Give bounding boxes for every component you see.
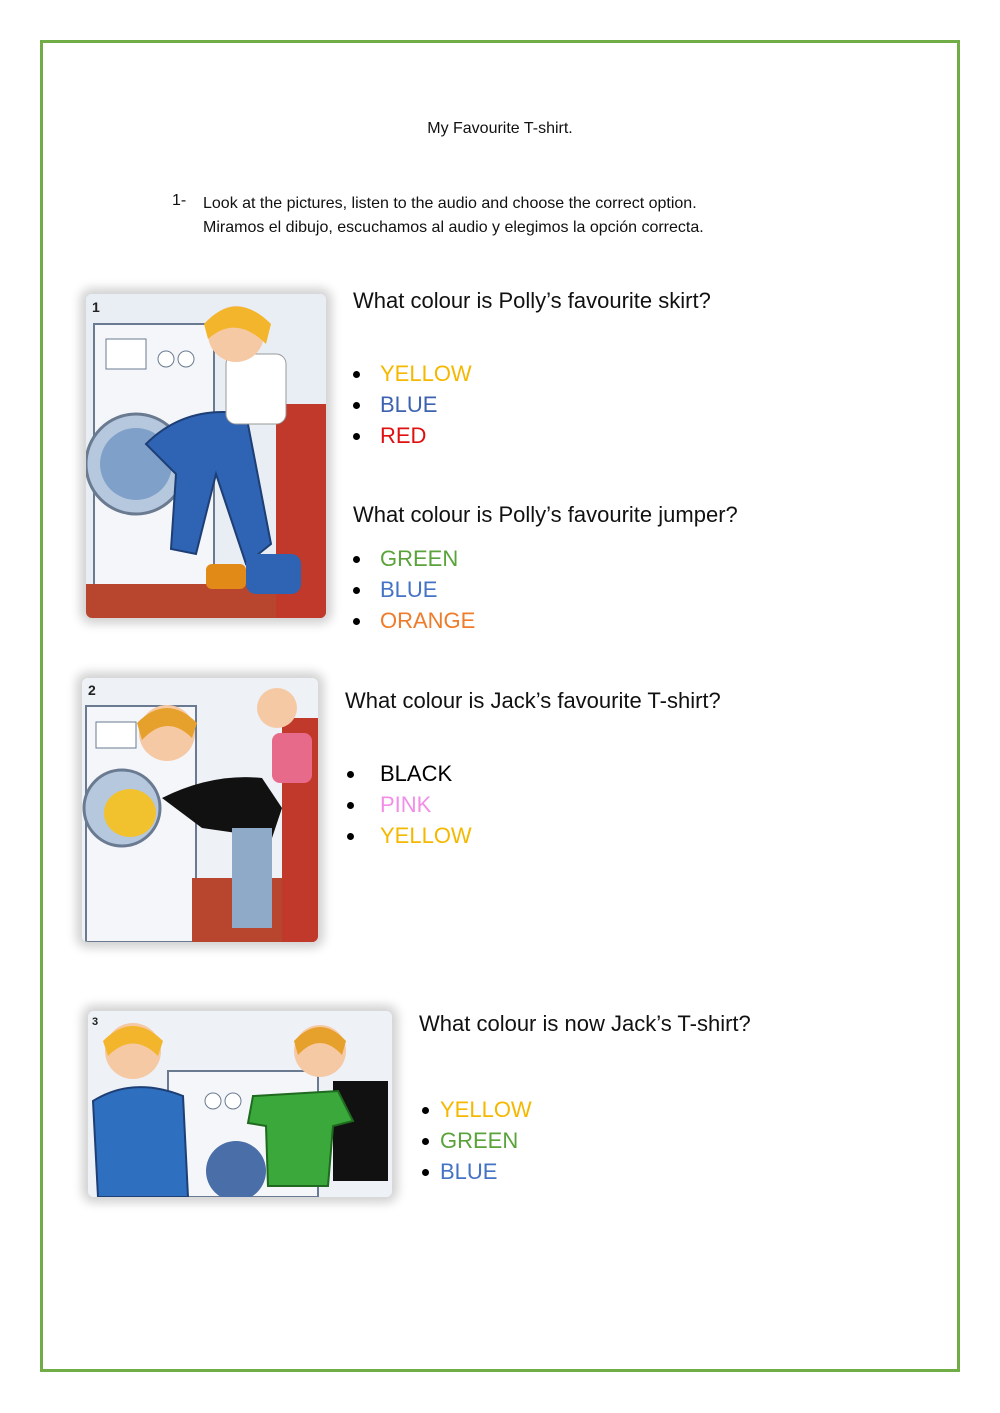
bullet-icon: [353, 587, 360, 594]
option-blue[interactable]: BLUE: [419, 1156, 532, 1187]
question-2: What colour is Polly’s favourite jumper?: [353, 502, 738, 527]
bullet-icon: [347, 771, 354, 778]
instruction-english: Look at the pictures, listen to the audio and choose the correct option.: [203, 195, 697, 212]
option-yellow[interactable]: YELLOW: [353, 358, 472, 389]
option-black[interactable]: BLACK: [345, 758, 472, 789]
instruction-number: 1-: [172, 192, 187, 209]
bullet-icon: [422, 1138, 429, 1145]
bullet-icon: [347, 802, 354, 809]
laundry-girl-jeans-illustration: [86, 294, 326, 618]
bullet-icon: [347, 833, 354, 840]
option-pink[interactable]: PINK: [345, 789, 472, 820]
bullet-icon: [353, 556, 360, 563]
option-green[interactable]: GREEN: [419, 1125, 532, 1156]
options-list-4: [419, 1094, 532, 1187]
question-3: What colour is Jack’s favourite T-shirt?: [345, 688, 721, 713]
instruction-spanish: Miramos el dibujo, escuchamos al audio y elegimos la opción correcta.: [203, 219, 704, 236]
options-list-1: [353, 358, 472, 451]
bullet-icon: [422, 1107, 429, 1114]
options-list-2: [353, 543, 475, 636]
options-list-3: [345, 758, 472, 851]
bullet-icon: [353, 618, 360, 625]
page-title: My Favourite T-shirt.: [427, 120, 573, 137]
option-red[interactable]: RED: [353, 420, 472, 451]
option-blue[interactable]: BLUE: [353, 389, 472, 420]
picture-number-1: 1: [92, 299, 100, 315]
instructions: [203, 192, 843, 240]
question-4: What colour is now Jack’s T-shirt?: [419, 1011, 751, 1036]
picture-3: [88, 1011, 392, 1197]
picture-number-2: 2: [88, 682, 96, 698]
picture-number-3: 3: [92, 1016, 99, 1028]
option-orange[interactable]: ORANGE: [353, 605, 475, 636]
picture-1: [86, 294, 326, 618]
laundry-boy-tshirt-illustration: [82, 678, 318, 942]
option-yellow[interactable]: YELLOW: [419, 1094, 532, 1125]
option-green[interactable]: GREEN: [353, 543, 475, 574]
option-blue[interactable]: BLUE: [353, 574, 475, 605]
children-holding-clothes-illustration: [88, 1011, 392, 1197]
bullet-icon: [353, 433, 360, 440]
picture-2: [82, 678, 318, 942]
bullet-icon: [422, 1169, 429, 1176]
bullet-icon: [353, 402, 360, 409]
bullet-icon: [353, 371, 360, 378]
question-1: What colour is Polly’s favourite skirt?: [353, 288, 711, 313]
option-yellow[interactable]: YELLOW: [345, 820, 472, 851]
